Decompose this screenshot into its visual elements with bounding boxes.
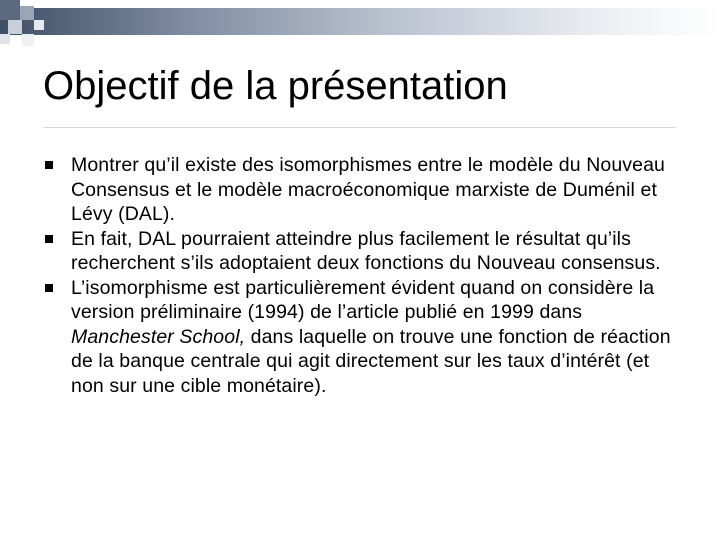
decorative-squares-icon: [0, 0, 46, 46]
square-shape: [34, 20, 44, 30]
bullet-item: [43, 276, 683, 399]
header-gradient-band: [0, 8, 720, 35]
slide-title: Objectif de la présentation: [43, 64, 508, 108]
square-bullet-icon: [45, 284, 53, 292]
square-bullet-icon: [45, 235, 53, 243]
square-shape: [20, 6, 34, 20]
square-shape: [0, 34, 10, 44]
bullet-text: Montrer qu’il existe des isomorphismes entre le modèle du Nouveau Consensus et le modèle macroéconomique marxiste de Duménil et Lévy (DAL).: [71, 154, 665, 225]
bullet-item: [43, 227, 683, 276]
square-bullet-icon: [45, 161, 53, 169]
bullet-text-before: L’isomorphisme est particulièrement évident quand on considère la version préliminaire (1994) de l’article publié en 1999 dans: [71, 276, 655, 323]
bullet-list: [43, 153, 683, 398]
bullet-text-italic: Manchester School,: [71, 325, 246, 348]
square-shape: [22, 34, 34, 46]
bullet-text-after: dans laquelle on trouve une fonction de réaction de la banque centrale qui agit directement sur les taux d’intérêt (et non sur une cible monétaire).: [71, 325, 671, 397]
title-divider: [43, 127, 676, 128]
bullet-item: [43, 153, 683, 227]
square-shape: [8, 20, 22, 34]
bullet-text: En fait, DAL pourraient atteindre plus facilement le résultat qu’ils recherchent s’ils adoptaient deux fonctions du Nouveau consensus.: [71, 227, 661, 274]
square-shape: [0, 0, 20, 20]
